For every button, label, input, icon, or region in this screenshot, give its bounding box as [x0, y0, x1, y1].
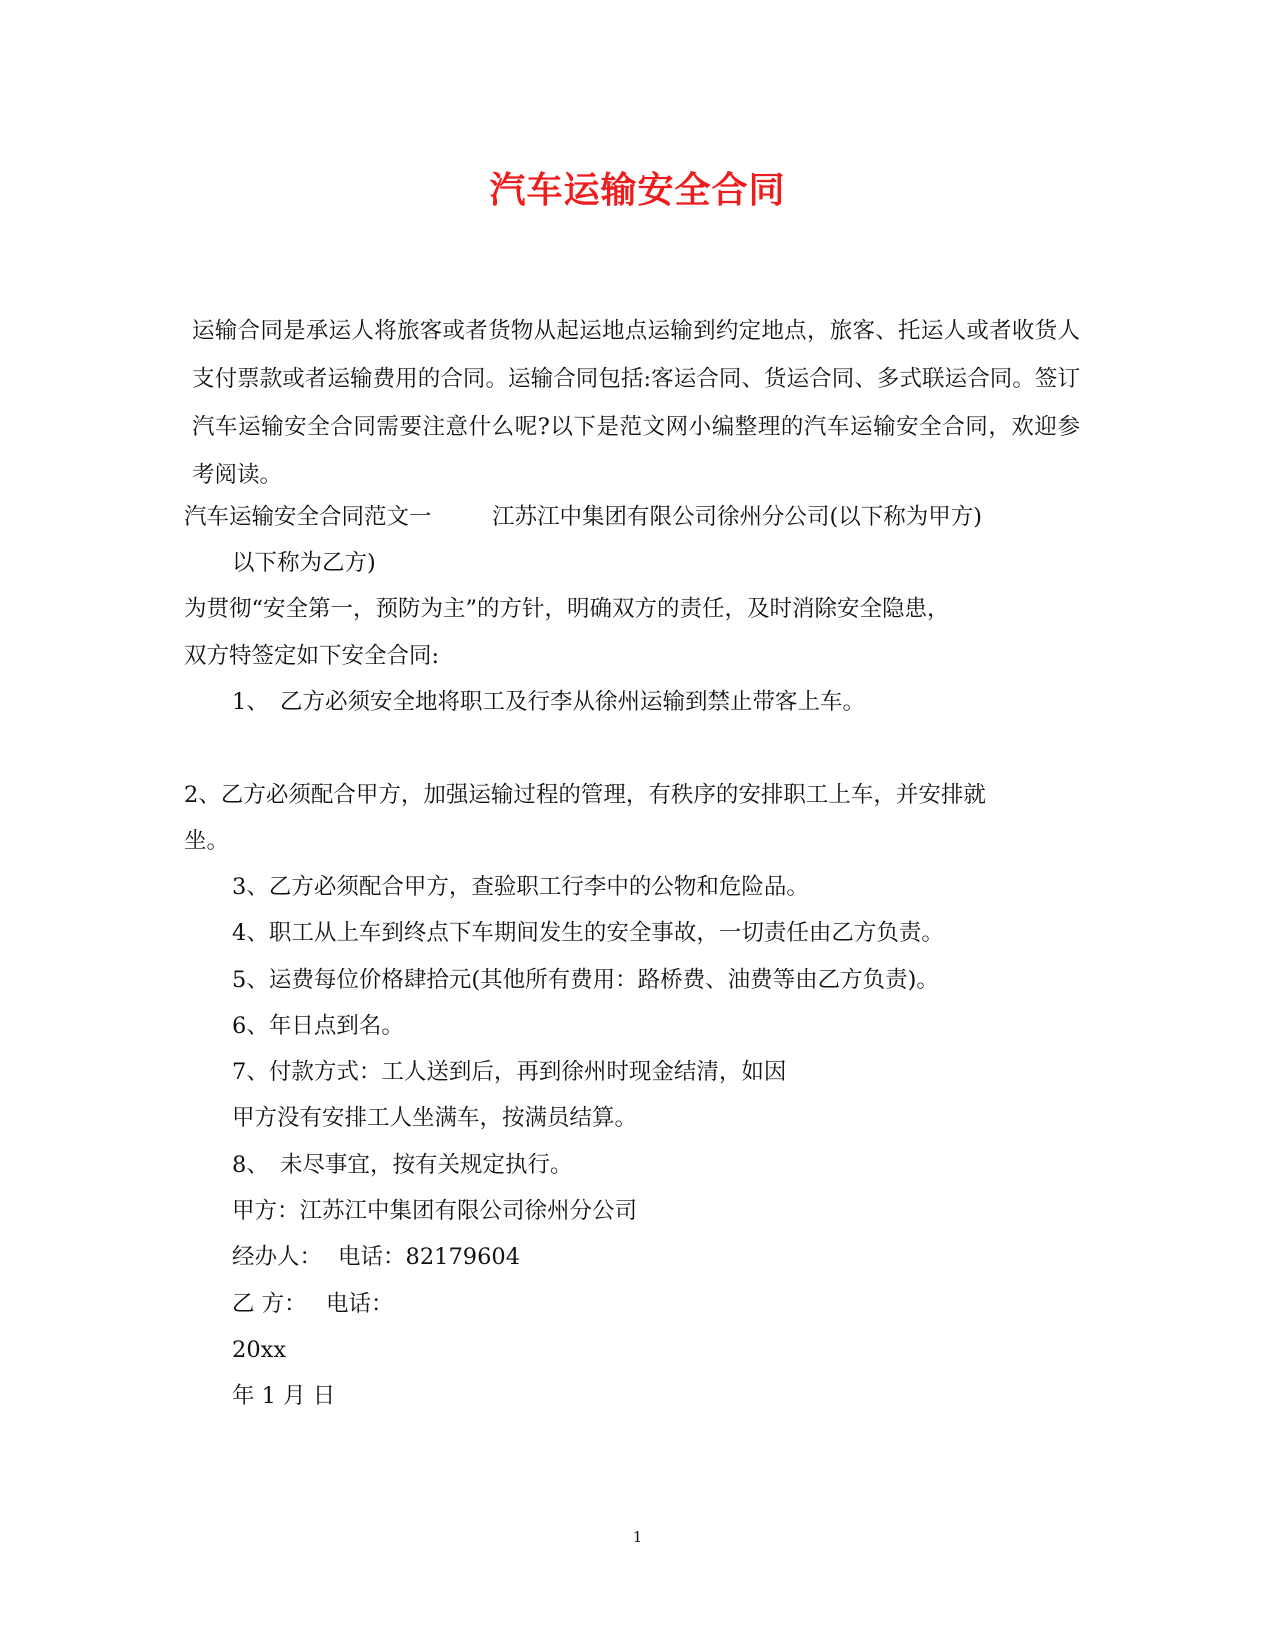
- party-b-intro: 以下称为乙方): [232, 550, 376, 576]
- clause-5: 5、运费每位价格肆拾元(其他所有费用：路桥费、油费等由乙方负责)。: [232, 967, 939, 993]
- date-line: 年 1 月 日: [232, 1383, 336, 1409]
- clause-2-line-1: 2、乙方必须配合甲方，加强运输过程的管理，有秩序的安排职工上车，并安排就: [184, 782, 986, 808]
- clause-8-number: 8、: [232, 1152, 269, 1178]
- clause-8-text: 未尽事宜，按有关规定执行。: [280, 1152, 573, 1178]
- year-line: 20xx: [232, 1337, 287, 1363]
- clause-1-text: 乙方必须安全地将职工及行李从徐州运输到禁止带客上车。: [280, 689, 866, 715]
- party-a-intro: 江苏江中集团有限公司徐州分公司(以下称为甲方): [492, 504, 983, 530]
- clause-6: 6、年日点到名。: [232, 1013, 404, 1039]
- clause-3: 3、乙方必须配合甲方，查验职工行李中的公物和危险品。: [232, 874, 809, 900]
- document-title: 汽车运输安全合同: [489, 169, 786, 211]
- clause-4: 4、职工从上车到终点下车期间发生的安全事故，一切责任由乙方负责。: [232, 920, 944, 946]
- handler-label: 经办人：: [232, 1244, 323, 1270]
- purpose-line-1: 为贯彻“安全第一，预防为主”的方针，明确双方的责任，及时消除安全隐患，: [184, 596, 950, 622]
- clause-1-number: 1、: [232, 689, 269, 715]
- party-a-phone: 电话：82179604: [338, 1244, 521, 1270]
- party-b-phone: 电话：: [326, 1291, 394, 1317]
- clause-7-line-1: 7、付款方式：工人送到后，再到徐州时现金结清，如因: [232, 1059, 787, 1085]
- intro-paragraph: 运输合同是承运人将旅客或者货物从起运地点运输到约定地点，旅客、托运人或者收货人支付票款或者运输费用的合同。运输合同包括:客运合同、货运合同、多式联运合同。签订汽车运输安全合同需要注意什么呢?以下是范文网小编整理的汽车运输安全合同，欢迎参考阅读。: [192, 318, 1080, 488]
- party-a-signature: 甲方：江苏江中集团有限公司徐州分公司: [232, 1198, 638, 1224]
- clause-2-line-2: 坐。: [184, 828, 230, 854]
- page-number: 1: [632, 1528, 643, 1546]
- clause-7-line-2: 甲方没有安排工人坐满车，按满员结算。: [232, 1105, 638, 1131]
- sample-heading: 汽车运输安全合同范文一: [184, 504, 432, 530]
- party-b-signature: 乙 方：: [232, 1291, 307, 1317]
- purpose-line-2: 双方特签定如下安全合同:: [184, 643, 440, 669]
